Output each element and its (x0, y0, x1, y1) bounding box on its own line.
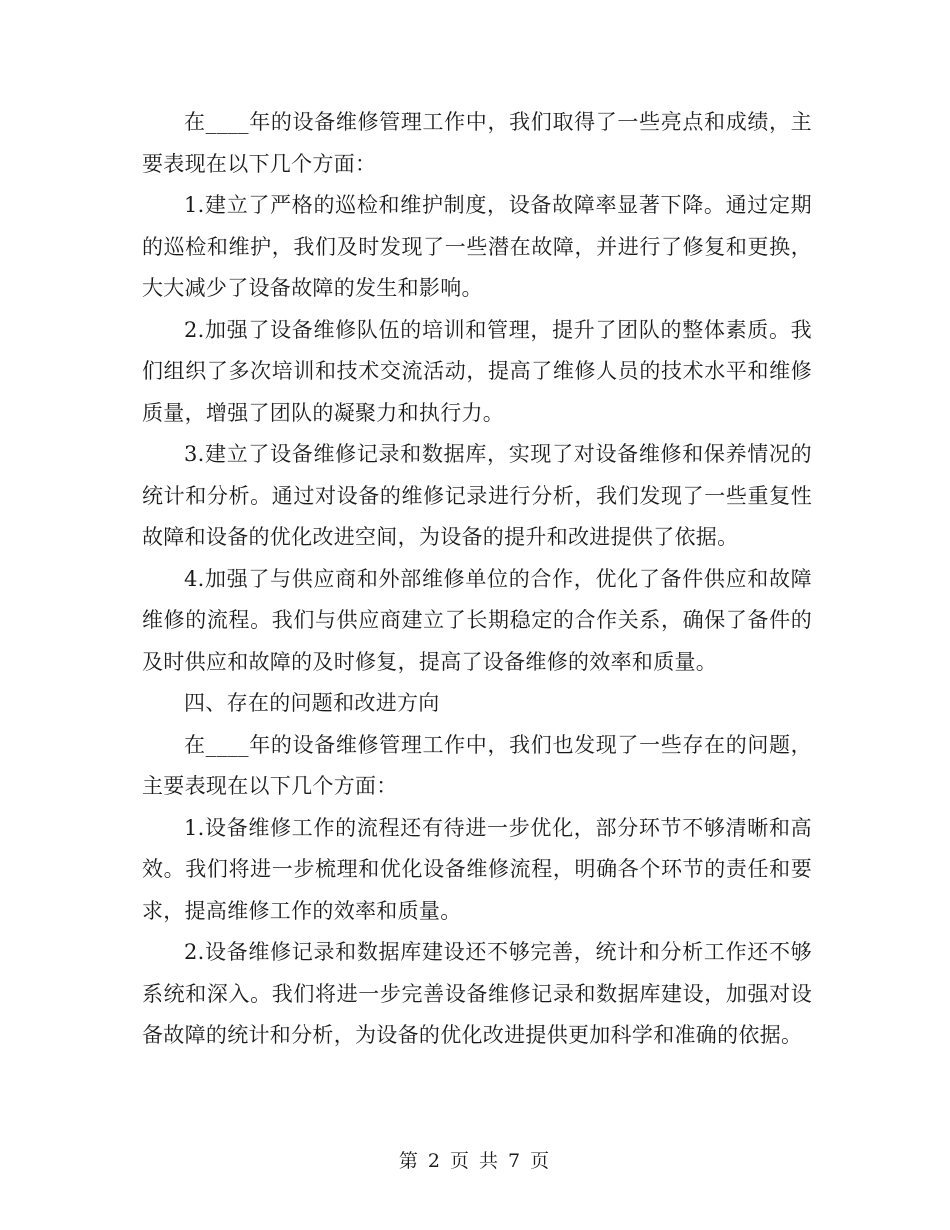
achievement-item-2: 2.加强了设备维修队伍的培训和管理，提升了团队的整体素质。我们组织了多次培训和技术交流活动，提高了维修人员的技术水平和维修质量，增强了团队的凝聚力和执行力。 (142, 317, 812, 425)
intro-paragraph: 在____年的设备维修管理工作中，我们取得了一些亮点和成绩，主要表现在以下几个方面： (142, 110, 812, 176)
problems-intro-paragraph: 在____年的设备维修管理工作中，我们也发现了一些存在的问题，主要表现在以下几个方面： (142, 732, 812, 798)
document-body (142, 102, 812, 1057)
page-number-footer: 第 2 页 共 7 页 (398, 1150, 552, 1172)
problem-item-1: 1.设备维修工作的流程还有待进一步优化，部分环节不够清晰和高效。我们将进一步梳理和优化设备维修流程，明确各个环节的责任和要求，提高维修工作的效率和质量。 (142, 815, 812, 923)
achievement-item-3: 3.建立了设备维修记录和数据库，实现了对设备维修和保养情况的统计和分析。通过对设备的维修记录进行分析，我们发现了一些重复性故障和设备的优化改进空间，为设备的提升和改进提供了依据。 (142, 442, 812, 549)
achievement-item-4: 4.加强了与供应商和外部维修单位的合作，优化了备件供应和故障维修的流程。我们与供应商建立了长期稳定的合作关系，确保了备件的及时供应和故障的及时修复，提高了设备维修的效率和质量。 (142, 566, 812, 674)
problem-item-2: 2.设备维修记录和数据库建设还不够完善，统计和分析工作还不够系统和深入。我们将进一步完善设备维修记录和数据库建设，加强对设备故障的统计和分析，为设备的优化改进提供更加科学和准确的依据。 (142, 940, 812, 1047)
section-heading: 四、存在的问题和改进方向 (184, 691, 440, 715)
achievement-item-1: 1.建立了严格的巡检和维护制度，设备故障率显著下降。通过定期的巡检和维护，我们及时发现了一些潜在故障，并进行了修复和更换，大大减少了设备故障的发生和影响。 (142, 193, 812, 300)
